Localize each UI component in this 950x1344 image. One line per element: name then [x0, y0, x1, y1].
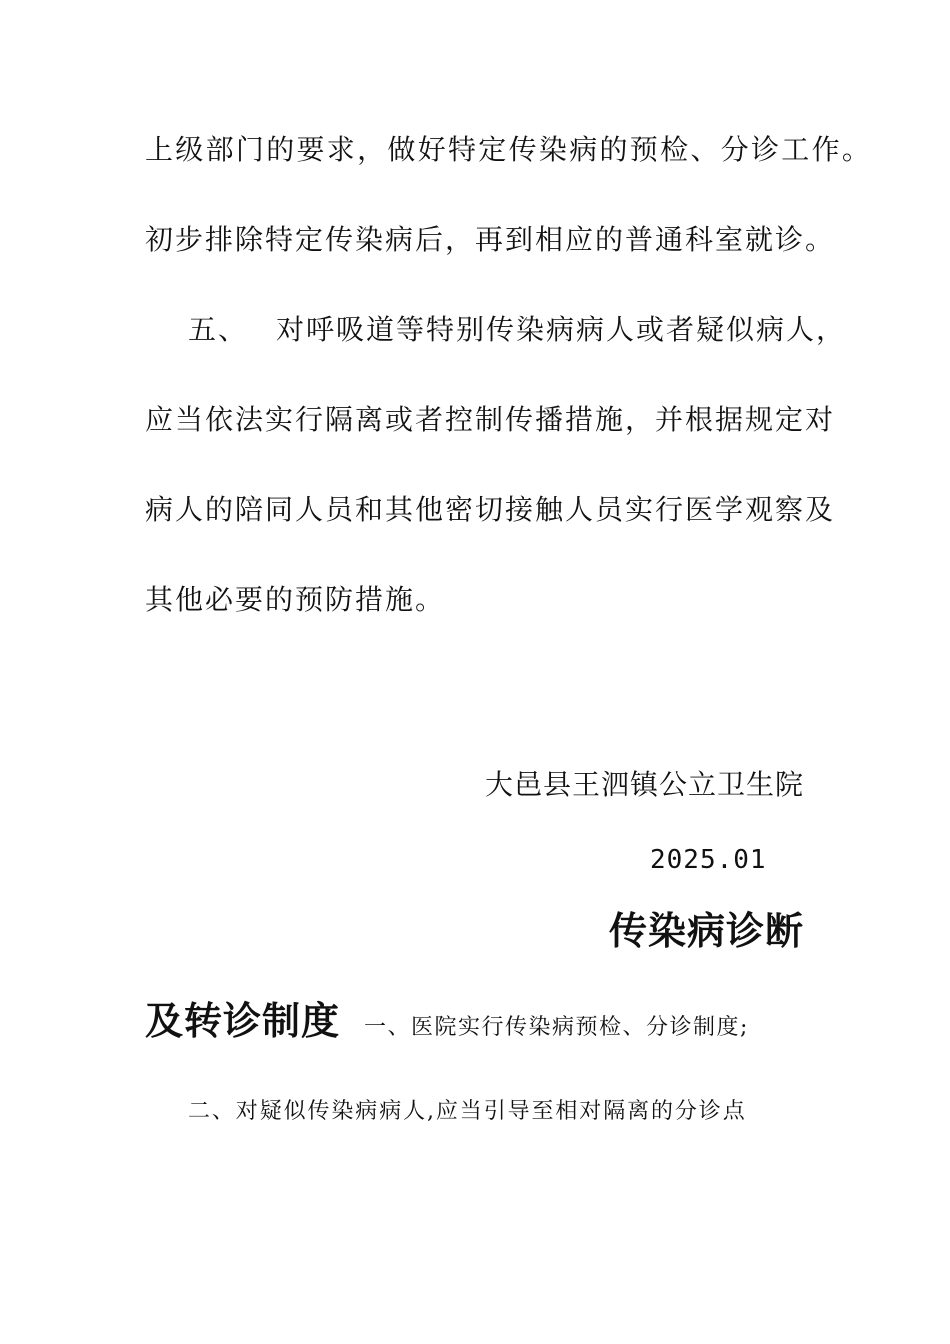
rule-item-one: 一、医院实行传染病预检、分诊制度;	[364, 1015, 749, 1040]
rule-item-two: 二、对疑似传染病病人,应当引导至相对隔离的分诊点	[188, 1099, 747, 1124]
item-text: 对呼吸道等特别传染病病人或者疑似病人，	[276, 313, 847, 346]
signature-organization: 大邑县王泗镇公立卫生院	[484, 768, 804, 801]
body-paragraph-line: 病人的陪同人员和其他密切接触人员实行医学观察及	[145, 493, 836, 526]
body-paragraph-line: 应当依法实行隔离或者控制传播措施，并根据规定对	[145, 403, 836, 436]
section-title-row	[145, 995, 749, 1051]
section-title-part1: 传染病诊断	[608, 909, 804, 953]
body-paragraph-line: 初步排除特定传染病后，再到相应的普通科室就诊。	[145, 223, 836, 256]
section-title-part2: 及转诊制度	[145, 999, 341, 1043]
body-paragraph-line: 其他必要的预防措施。	[145, 583, 446, 616]
signature-date: 2025.01	[650, 845, 767, 875]
body-paragraph-line-item-five	[188, 310, 846, 350]
body-paragraph-line: 上级部门的要求，做好特定传染病的预检、分诊工作。	[145, 133, 873, 166]
item-number: 五、	[188, 313, 249, 346]
